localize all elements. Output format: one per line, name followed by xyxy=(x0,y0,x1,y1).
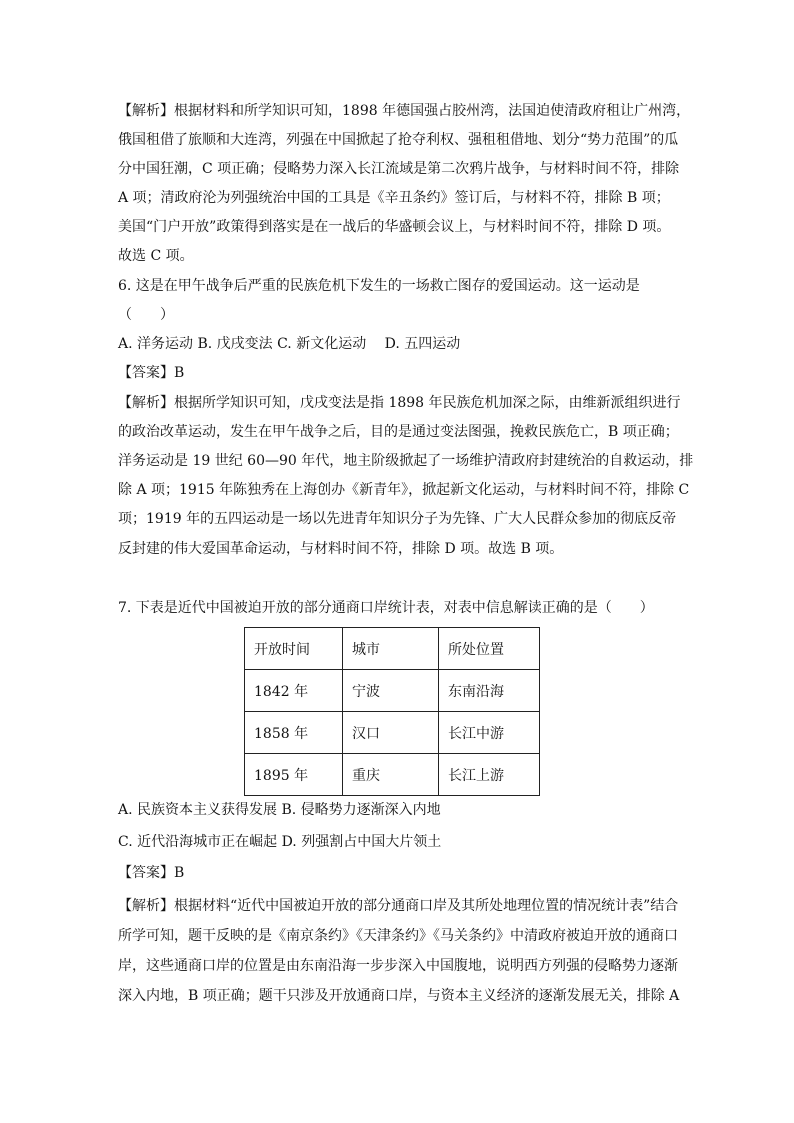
q6-analysis-line-5: 项；1919 年的五四运动是一场以先进青年知识分子为先锋、广大人民群众参加的彻底反帝 xyxy=(118,511,677,527)
q6-analysis-line-6: 反封建的伟大爱国革命运动，与材料时间不符，排除 D 项。故选 B 项。 xyxy=(118,541,564,557)
table-row xyxy=(245,670,540,712)
table-row xyxy=(245,712,540,754)
table-cell: 宁波 xyxy=(343,670,439,712)
table-cell: 重庆 xyxy=(343,754,439,796)
q6-analysis-line-3: 洋务运动是 19 世纪 60—90 年代，地主阶级掀起了一场维护清政府封建统治的自救运动，排 xyxy=(118,453,694,469)
table-header-cell: 开放时间 xyxy=(245,628,343,670)
table-header-cell: 所处位置 xyxy=(439,628,540,670)
table-cell: 汉口 xyxy=(343,712,439,754)
q6-answer-blank: （ ） xyxy=(118,307,174,323)
q6-analysis-line-4: 除 A 项；1915 年陈独秀在上海创办《新青年》，掀起新文化运动，与材料时间不符，排除 C xyxy=(118,482,690,498)
table-row xyxy=(245,754,540,796)
table-cell: 1858 年 xyxy=(245,712,343,754)
ports-table xyxy=(244,627,540,796)
q5-analysis-line-1: 【解析】根据材料和所学知识可知，1898 年德国强占胶州湾，法国迫使清政府租让广州湾， xyxy=(118,103,691,119)
q7-analysis-line-4: 深入内地，B 项正确；题干只涉及开放通商口岸，与资本主义经济的逐渐发展无关，排除 A xyxy=(118,988,680,1004)
q6-stem: 6. 这是在甲午战争后严重的民族危机下发生的一场救亡图存的爱国运动。这一运动是 xyxy=(118,278,640,294)
table-header-row xyxy=(245,628,540,670)
q5-analysis-line-6: 故选 C 项。 xyxy=(118,248,194,264)
q7-analysis-line-3: 岸，这些通商口岸的位置是由东南沿海一步步深入中国腹地，说明西方列强的侵略势力逐渐 xyxy=(118,958,678,974)
table-cell: 长江中游 xyxy=(439,712,540,754)
q7-stem: 7. 下表是近代中国被迫开放的部分通商口岸统计表，对表中信息解读正确的是（ ） xyxy=(118,600,654,616)
q5-analysis-line-4: A 项；清政府沦为列强统治中国的工具是《辛丑条约》签订后，与材料不符，排除 B 项； xyxy=(118,190,670,206)
table-cell: 1842 年 xyxy=(245,670,343,712)
q6-options: A. 洋务运动 B. 戊戌变法 C. 新文化运动 D. 五四运动 xyxy=(118,336,461,352)
q7-analysis-line-1: 【解析】根据材料“近代中国被迫开放的部分通商口岸及其所处地理位置的情况统计表”结合 xyxy=(118,898,679,914)
q7-analysis-line-2: 所学可知，题干反映的是《南京条约》《天津条约》《马关条约》中清政府被迫开放的通商口 xyxy=(118,928,678,944)
table-header-cell: 城市 xyxy=(343,628,439,670)
table-cell: 长江上游 xyxy=(439,754,540,796)
table-cell: 1895 年 xyxy=(245,754,343,796)
q7-options-ab: A. 民族资本主义获得发展 B. 侵略势力逐渐深入内地 xyxy=(118,802,441,818)
q6-analysis-line-1: 【解析】根据所学知识可知，戊戌变法是指 1898 年民族危机加深之际，由维新派组织进行 xyxy=(118,395,681,411)
table-cell: 东南沿海 xyxy=(439,670,540,712)
q6-analysis-line-2: 的政治改革运动，发生在甲午战争之后，目的是通过变法图强，挽救民族危亡，B 项正确； xyxy=(118,424,679,440)
q7-options-cd: C. 近代沿海城市正在崛起 D. 列强割占中国大片领土 xyxy=(118,834,442,850)
q7-answer: 【答案】B xyxy=(118,865,185,881)
q5-analysis-line-3: 分中国狂潮，C 项正确；侵略势力深入长江流域是第二次鸦片战争，与材料时间不符，排除 xyxy=(118,161,680,177)
q6-answer: 【答案】B xyxy=(118,365,185,381)
q5-analysis-line-5: 美国“门户开放”政策得到落实是在一战后的华盛顿会议上，与材料时间不符，排除 D 项。 xyxy=(118,219,671,235)
q5-analysis-line-2: 俄国租借了旅顺和大连湾，列强在中国掀起了抢夺利权、强租租借地、划分“势力范围”的瓜 xyxy=(118,132,679,148)
